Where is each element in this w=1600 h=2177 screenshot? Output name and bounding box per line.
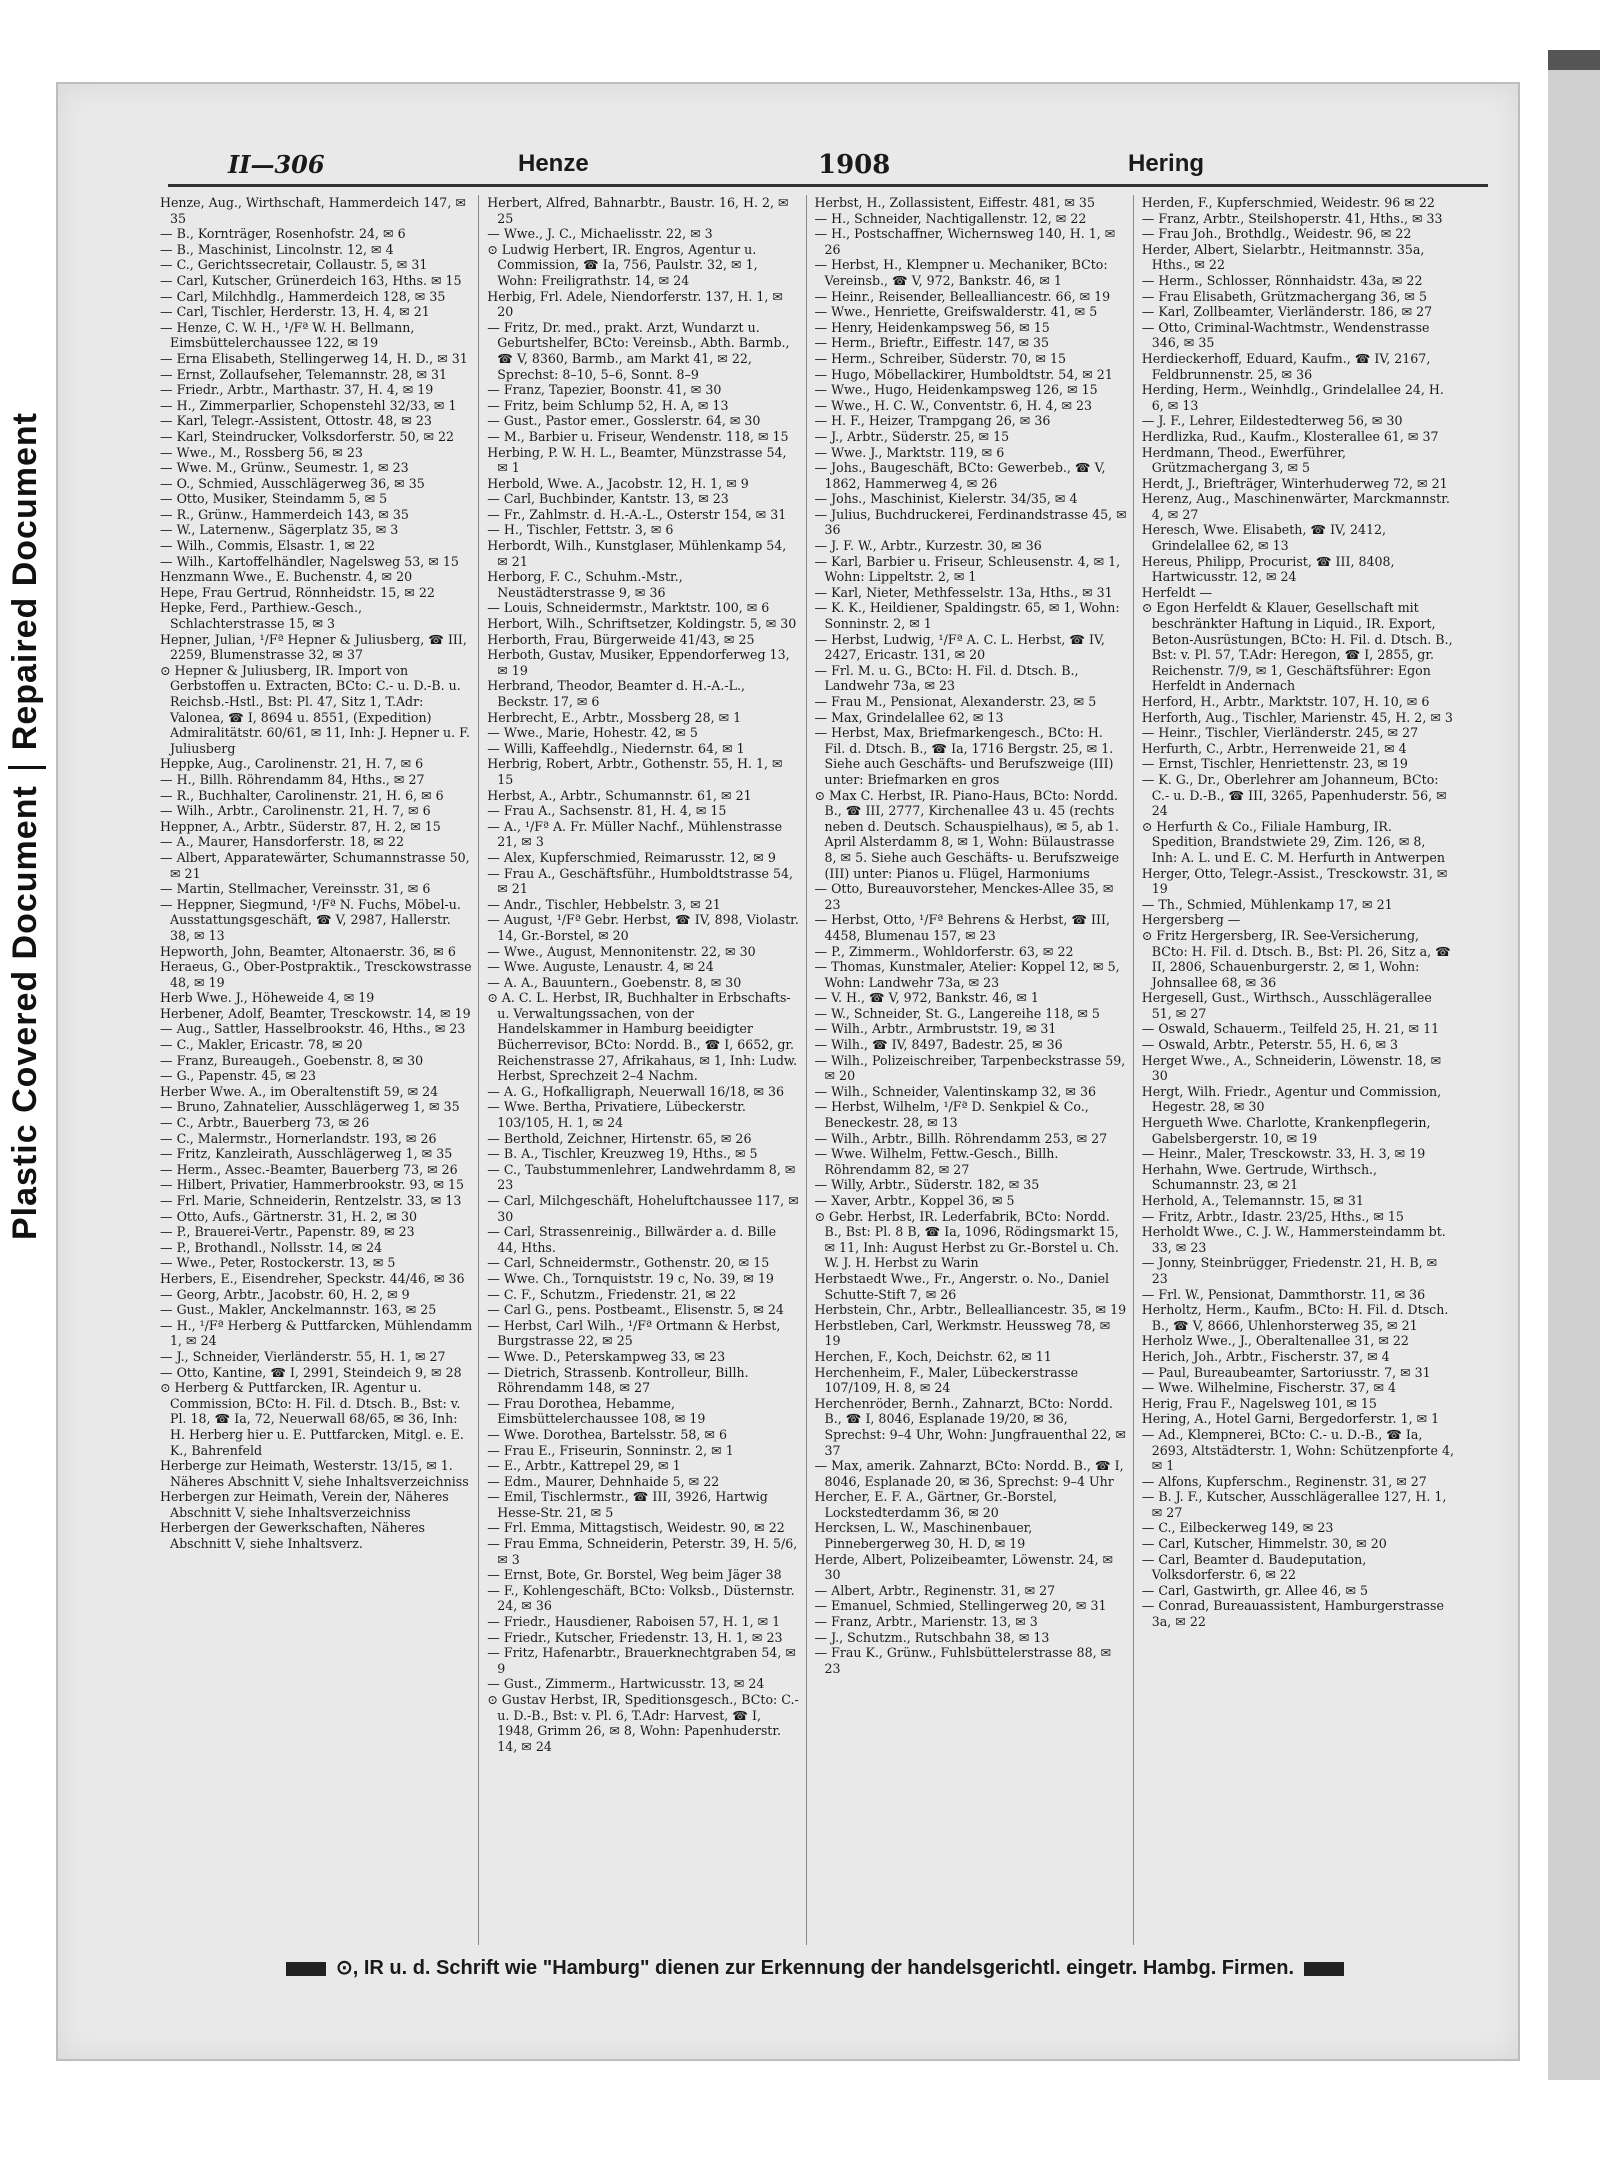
directory-entry: — Wwe., Marie, Hohestr. 42, ✉ 5 [487,725,698,741]
page-header [168,144,1488,187]
directory-entry: — Th., Schmied, Mühlenkamp 17, ✉ 21 [1141,896,1393,912]
directory-entry: — J., Arbtr., Süderstr. 25, ✉ 15 [814,428,1010,444]
directory-entry: Herchenröder, Bernh., Zahnarzt, BCto: Nordd. B., ☎ I, 8046, Esplanade 19/20, ✉ 36, Sprechst: 9–4 Uhr, Wohn: Jungfrauenthal 22, ✉ 37 [814,1395,1126,1458]
directory-entry: Herborth, Frau, Bürgerweide 41/43, ✉ 25 [487,631,755,647]
directory-entry: — Friedr., Kutscher, Friedenstr. 13, H. 1, ✉ 23 [487,1629,783,1645]
directory-entry: — Carl, Milchhdlg., Hammerdeich 128, ✉ 35 [160,288,446,304]
directory-entry: — Jonny, Steinbrügger, Friedenstr. 21, H. B, ✉ 23 [1141,1255,1438,1286]
directory-entry: Heppner, A., Arbtr., Süderstr. 87, H. 2, ✉ 15 [160,818,441,834]
directory-entry: — Karl, Telegr.-Assistent, Ottostr. 48, ✉ 23 [160,413,432,429]
directory-entry: — Wwe., Henriette, Greifswalderstr. 41, ✉ 5 [814,304,1098,320]
binding-top [1548,50,1600,70]
directory-entry: — Frau Emma, Schneiderin, Peterstr. 39, H. 5/6, ✉ 3 [487,1536,798,1567]
directory-entry: — Bruno, Zahnatelier, Ausschlägerweg 1, ✉ 35 [160,1099,460,1115]
directory-entry: — Georg, Arbtr., Jacobstr. 60, H. 2, ✉ 9 [160,1286,410,1302]
directory-entry: — A., ¹/Fª A. Fr. Müller Nachf., Mühlenstrasse 21, ✉ 3 [487,818,783,850]
directory-entry: — Edm., Maurer, Dehnhaide 5, ✉ 22 [487,1473,720,1489]
directory-entry: Herbstaedt Wwe., Fr., Angerstr. o. No., Daniel Schutte-Stift 7, ✉ 26 [814,1270,1110,1302]
directory-entry: — Friedr., Arbtr., Marthastr. 37, H. 4, ✉ 19 [160,382,434,398]
book-binding [1548,50,1600,2080]
directory-entry: Herbrecht, E., Arbtr., Mossberg 28, ✉ 1 [487,709,742,725]
directory-entry: — Frau K., Grünw., Fuhlsbüttelerstrasse 88, ✉ 23 [814,1645,1112,1676]
directory-entry: — Gust., Makler, Anckelmannstr. 163, ✉ 25 [160,1302,437,1318]
directory-entry: Henzmann Wwe., E. Buchenstr. 4, ✉ 20 [160,569,413,585]
directory-entry: Hercksen, L. W., Maschinenbauer, Pinnebergerweg 30, H. D, ✉ 19 [814,1520,1033,1552]
directory-entry: — Wwe. Bertha, Privatiere, Lübeckerstr. 103/105, H. 1, ✉ 24 [487,1099,746,1131]
directory-entry: — Willi, Kaffeehdlg., Niedernstr. 64, ✉ 1 [487,740,745,756]
directory-entry: ⊙ Hepner & Juliusberg, IR. Import von Gerbstoffen u. Extracten, BCto: C.- u. D.-B. u. Reichsb.-Hstl., Bst: Pl. 47, Sitz 1, T.Adr: Valonea, ☎ I, 8694 u. 8551, (Expedition) Admiralitätstr. 60/61, ✉ 11, Inh: J. Hepner u. F. Juliusberg [160,662,470,756]
directory-entry: Hergt, Wilh. Friedr., Agentur und Commission, Hegestr. 28, ✉ 30 [1141,1083,1442,1115]
directory-entry: — H., Schneider, Nachtigallenstr. 12, ✉ 22 [814,210,1087,226]
directory-entry: — P., Brothandl., Nollsstr. 14, ✉ 24 [160,1239,383,1255]
directory-entry: Herbergen zur Heimath, Verein der, Näheres Abschnitt V, siehe Inhaltsverzeichniss [160,1489,449,1520]
directory-entry: — Karl, Barbier u. Friseur, Schleusenstr. 4, ✉ 1, Wohn: Lippeltstr. 2, ✉ 1 [814,553,1121,585]
directory-entry: Herdt, J., Briefträger, Winterhuderweg 72, ✉ 21 [1141,475,1448,491]
directory-entry: — Otto, Kantine, ☎ I, 2991, Steindeich 9, ✉ 28 [160,1364,462,1380]
directory-entry: Herbst, H., Zollassistent, Eiffestr. 481, ✉ 35 [814,195,1095,210]
directory-entry: Hercher, E. F. A., Gärtner, Gr.-Borstel, Lockstedterdamm 36, ✉ 20 [814,1489,1057,1520]
directory-entry: ⊙ Herberg & Puttfarcken, IR. Agentur u. Commission, BCto: H. Fil. d. Dtsch. B., Bst: v. Pl. 18, ☎ Ia, 72, Neuerwall 68/65, ✉ 36, Inh: H. Herberg hier u. E. Puttfarcken, Mitgl. e. E. K., Bahrenfeld [160,1380,464,1458]
directory-entry: — Conrad, Bureauassistent, Hamburgerstrasse 3a, ✉ 22 [1141,1598,1444,1630]
header-year: 1908 [818,150,891,180]
directory-entry: ⊙ Herfurth & Co., Filiale Hamburg, IR. Spedition, Brandstwiete 29, Zim. 126, ✉ 8, Inh: A. L. und E. C. M. Herfurth in Antwerpen [1141,818,1445,865]
directory-entry: — Wwe. Auguste, Lenaustr. 4, ✉ 24 [487,959,714,975]
directory-entry: — Martin, Stellmacher, Vereinsstr. 31, ✉ 6 [160,881,431,897]
directory-entry: Herich, Joh., Arbtr., Fischerstr. 37, ✉ 4 [1141,1348,1390,1364]
directory-entry: — Max, amerik. Zahnarzt, BCto: Nordd. B., ☎ I, 8046, Esplanade 20, ✉ 36, Sprechst: 9–4 Uhr [814,1458,1124,1489]
directory-entry: ⊙ A. C. L. Herbst, IR, Buchhalter in Erbschafts- u. Verwaltungssachen, von der Handelskammer in Hamburg beeidigter Bücherrevisor, BCto: Nordd. B., ☎ I, 6652, gr. Reichenstrasse 27, Afrikahaus, ✉ 1, Inh: Ludw. Herbst, Sprechzeit 2–4 Nachm. [487,990,798,1084]
directory-entry: Herder, Albert, Sielarbtr., Heitmannstr. 35a, Hths., ✉ 22 [1141,241,1425,273]
directory-entry: — W., Laternenw., Sägerplatz 35, ✉ 3 [160,522,399,538]
directory-entry: — Otto, Aufs., Gärtnerstr. 31, H. 2, ✉ 30 [160,1208,417,1224]
directory-entry: Herbort, Wilh., Schriftsetzer, Koldingstr. 5, ✉ 30 [487,616,797,632]
directory-entry: — Carl, Buchbinder, Kantstr. 13, ✉ 23 [487,491,729,507]
column-3 [815,195,1134,1945]
directory-entry: — Herm., Assec.-Beamter, Bauerberg 73, ✉ 26 [160,1161,458,1177]
directory-entry: — Frl. Marie, Schneiderin, Rentzelstr. 33, ✉ 13 [160,1193,462,1208]
directory-entry: Herbing, P. W. H. L., Beamter, Münzstrasse 54, ✉ 1 [487,444,787,476]
directory-entry: Herborg, F. C., Schuhm.-Mstr., Neustädterstrasse 9, ✉ 36 [487,569,683,600]
directory-entry: Herig, Frau F., Nagelsweg 101, ✉ 15 [1141,1395,1377,1411]
directory-entry: Herb Wwe. J., Höheweide 4, ✉ 19 [160,990,375,1006]
directory-entry: — Wilh., Commis, Elsastr. 1, ✉ 22 [160,538,376,554]
directory-entry: — Wilh., ☎ IV, 8497, Badestr. 25, ✉ 36 [814,1037,1063,1053]
directory-entry: Hergueth Wwe. Charlotte, Krankenpflegerin, Gabelsbergerstr. 10, ✉ 19 [1141,1115,1431,1146]
entry-columns [160,195,1460,1945]
directory-entry: — Wwe. Wilhelmine, Fischerstr. 37, ✉ 4 [1141,1380,1397,1396]
directory-entry: — Wwe., Peter, Rostockerstr. 13, ✉ 5 [160,1255,396,1271]
directory-entry: Hepke, Ferd., Parthiew.-Gesch., Schlachterstrasse 15, ✉ 3 [160,600,362,632]
directory-entry: — Gust., Pastor emer., Gosslerstr. 64, ✉ 30 [487,413,761,429]
directory-entry: — Karl, Nieter, Methfesselstr. 13a, Hths., ✉ 31 [814,584,1113,600]
directory-entry: — Fritz, beim Schlump 52, H. A, ✉ 13 [487,397,729,413]
directory-entry: — Wilh., Arbtr., Billh. Röhrendamm 253, ✉ 27 [814,1130,1108,1146]
pointing-hand-icon [1304,1962,1344,1976]
directory-entry: — K. G., Dr., Oberlehrer am Johanneum, BCto: C.- u. D.-B., ☎ III, 3265, Papenhuderstr. 56, ✉ 24 [1141,771,1447,819]
directory-entry: — H., ¹/Fª Herberg & Puttfarcken, Mühlendamm 1, ✉ 24 [160,1317,473,1349]
directory-entry: — Ernst, Tischler, Henriettenstr. 23, ✉ 19 [1141,756,1408,772]
directory-entry: — R., Grünw., Hammerdeich 143, ✉ 35 [160,506,409,522]
directory-entry: — E., Arbtr., Kattrepel 29, ✉ 1 [487,1458,681,1474]
directory-entry: — Franz, Arbtr., Marienstr. 13, ✉ 3 [814,1614,1038,1630]
directory-entry: Herbers, E., Eisendreher, Speckstr. 44/46, ✉ 36 [160,1270,465,1286]
directory-entry: Hereus, Philipp, Procurist, ☎ III, 8408, Hartwicusstr. 12, ✉ 24 [1141,553,1395,585]
directory-entry: — J., Schneider, Vierländerstr. 55, H. 1, ✉ 27 [160,1348,446,1364]
directory-entry: — Berthold, Zeichner, Hirtenstr. 65, ✉ 26 [487,1130,752,1146]
directory-entry: — A. G., Hofkalligraph, Neuerwall 16/18, ✉ 36 [487,1083,785,1099]
directory-entry: — Herbst, H., Klempner u. Mechaniker, BCto: Vereinsb., ☎ V, 972, Bankstr. 46, ✉ 1 [814,257,1108,288]
directory-entry: — Max, Grindelallee 62, ✉ 13 [814,709,1004,725]
directory-entry: — Frau A., Sachsenstr. 81, H. 4, ✉ 15 [487,803,727,819]
directory-entry: — Frl. M. u. G., BCto: H. Fil. d. Dtsch. B., Landwehr 73a, ✉ 23 [814,662,1079,694]
directory-entry: Herding, Herm., Weinhdlg., Grindelallee 24, H. 6, ✉ 13 [1141,382,1444,413]
directory-entry: — Alex, Kupferschmied, Reimarusstr. 12, ✉ 9 [487,849,776,865]
directory-entry: — Herm., Schreiber, Süderstr. 70, ✉ 15 [814,350,1067,366]
directory-entry: — Paul, Bureaubeamter, Sartoriusstr. 7, ✉ 31 [1141,1364,1431,1380]
directory-entry: — Wilh., Arbtr., Armbruststr. 19, ✉ 31 [814,1021,1057,1037]
directory-entry: — Wwe. Ch., Tornquiststr. 19 c, No. 39, ✉ 19 [487,1270,774,1286]
directory-entry: — Herm., Brieftr., Eiffestr. 147, ✉ 35 [814,335,1050,351]
directory-entry: — A., Maurer, Hansdorferstr. 18, ✉ 22 [160,834,404,850]
directory-entry: — V. H., ☎ V, 972, Bankstr. 46, ✉ 1 [814,990,1039,1006]
directory-entry: — Frau Elisabeth, Grützmachergang 36, ✉ 5 [1141,288,1427,304]
directory-entry: Herbordt, Wilh., Kunstglaser, Mühlenkamp 54, ✉ 21 [487,538,787,569]
directory-entry: Herger, Otto, Telegr.-Assist., Tresckowstr. 31, ✉ 19 [1141,865,1448,897]
directory-entry: — Wwe. D., Peterskampweg 33, ✉ 23 [487,1348,726,1364]
directory-entry: Heraeus, G., Ober-Postpraktik., Tresckowstrasse 48, ✉ 19 [160,959,472,990]
directory-entry: — W., Schneider, St. G., Langereihe 118, ✉ 5 [814,1005,1100,1021]
directory-entry: — Dietrich, Strassenb. Kontrolleur, Billh. Röhrendamm 148, ✉ 27 [487,1364,749,1396]
directory-entry: — Thomas, Kunstmaler, Atelier: Koppel 12, ✉ 5, Wohn: Landwehr 73a, ✉ 23 [814,959,1120,990]
directory-entry: Herberge zur Heimath, Westerstr. 13/15, ✉ 1. Näheres Abschnitt V, siehe Inhaltsverzeichniss [160,1458,469,1489]
directory-entry: — Fritz, Kanzleirath, Ausschlägerweg 1, ✉ 35 [160,1146,453,1162]
directory-entry: — Otto, Musiker, Steindamm 5, ✉ 5 [160,491,388,507]
directory-entry: — Aug., Sattler, Hasselbrookstr. 46, Hths., ✉ 23 [160,1021,466,1037]
directory-entry: Herbig, Frl. Adele, Niendorferstr. 137, H. 1, ✉ 20 [487,288,783,320]
side-label [6,140,46,1240]
directory-entry: Hering, A., Hotel Garni, Bergedorferstr. 1, ✉ 1 [1141,1411,1440,1427]
label-separator [8,766,46,769]
directory-entry: — Herbst, Max, Briefmarkengesch., BCto: H. Fil. d. Dtsch. B., ☎ Ia, 1716 Bergstr. 25, ✉ 1. Siehe auch Geschäfts- und Berufszweige (III) unter: Briefmarken en gros [814,725,1114,787]
repaired-label: Repaired Document [6,412,44,751]
directory-entry: — H. F., Heizer, Trampgang 26, ✉ 36 [814,413,1051,429]
directory-entry: — Ernst, Bote, Gr. Borstel, Weg beim Jäger 38 [487,1567,782,1583]
directory-entry: — P., Zimmerm., Wohldorferstr. 63, ✉ 22 [814,943,1074,959]
directory-entry: ⊙ Max C. Herbst, IR. Piano-Haus, BCto: Nordd. B., ☎ III, 2777, Kirchenallee 43 u. 45 (rechts neben d. Deutsch. Schauspielhaus), ✉ 5, ab 1. April Alsterdamm 8, ✉ 1, Wohn: Bülaustrasse 8, ✉ 5. Siehe auch Geschäfts- u. Berufszweige (III) unter: Pianos u. Flügel, Harmoniums [814,787,1120,881]
directory-entry: — Wwe. J., Marktstr. 119, ✉ 6 [814,444,1005,460]
directory-entry: — B. J. F., Kutscher, Ausschlägerallee 127, H. 1, ✉ 27 [1141,1489,1447,1520]
directory-entry: — Carl, Kutscher, Grünerdeich 163, Hths. ✉ 15 [160,272,462,288]
directory-entry: — Wilh., Arbtr., Carolinenstr. 21, H. 7, ✉ 6 [160,803,431,819]
directory-entry: — Johs., Baugeschäft, BCto: Gewerbeb., ☎ V, 1862, Hammerweg 4, ✉ 26 [814,460,1106,491]
directory-entry: ⊙ Gebr. Herbst, IR. Lederfabrik, BCto: Nordd. B., Bst: Pl. 8 B, ☎ Ia, 1096, Rödingsmarkt 15, ✉ 11, Inh: August Herbst zu Gr.-Borstel u. Ch. W. J. H. Herbst zu Warin [814,1208,1119,1271]
directory-entry: — Franz, Bureaugeh., Goebenstr. 8, ✉ 30 [160,1052,424,1068]
directory-entry: — Wilh., Schneider, Valentinskamp 32, ✉ 36 [814,1083,1096,1099]
directory-entry: — Friedr., Hausdiener, Raboisen 57, H. 1, ✉ 1 [487,1614,781,1630]
directory-entry: — Wwe., M., Rossberg 56, ✉ 23 [160,444,363,460]
directory-entry: — Albert, Apparatewärter, Schumannstrasse 50, ✉ 21 [160,849,470,881]
directory-entry: Hepworth, John, Beamter, Altonaerstr. 36, ✉ 6 [160,943,456,959]
directory-entry: Herdmann, Theod., Ewerführer, Grützmachergang 3, ✉ 5 [1141,444,1347,476]
directory-entry: — Ernst, Zollaufseher, Telemannstr. 28, ✉ 31 [160,366,448,382]
directory-entry: — Heppner, Siegmund, ¹/Fª N. Fuchs, Möbel-u. Ausstattungsgeschäft, ☎ V, 2987, Hallerstr. 38, ✉ 13 [160,896,461,943]
directory-entry: — H., Zimmerparlier, Schopenstehl 32/33, ✉ 1 [160,397,457,413]
directory-entry: — Ad., Klempnerei, BCto: C.- u. D.-B., ☎ Ia, 2693, Altstädterstr. 1, Wohn: Schützenpforte 4, ✉ 1 [1141,1426,1454,1474]
directory-entry: — Otto, Bureauvorsteher, Menckes-Allee 35, ✉ 23 [814,881,1114,912]
directory-entry: — Frl. Emma, Mittagstisch, Weidestr. 90, ✉ 22 [487,1520,785,1536]
directory-entry: Herfeldt — [1141,584,1213,600]
directory-entry: Herenz, Aug., Maschinenwärter, Marckmannstr. 4, ✉ 27 [1141,491,1450,522]
directory-entry: — Herbst, Wilhelm, ¹/Fª D. Senkpiel & Co., Beneckestr. 28, ✉ 13 [814,1099,1089,1131]
directory-entry: Herbrand, Theodor, Beamter d. H.-A.-L., Beckstr. 17, ✉ 6 [487,678,746,709]
directory-entry: Herde, Albert, Polizeibeamter, Löwenstr. 24, ✉ 30 [814,1551,1114,1583]
directory-entry: — Frl. W., Pensionat, Dammthorstr. 11, ✉ 36 [1141,1286,1426,1302]
directory-entry: — Franz, Arbtr., Steilshoperstr. 41, Hths., ✉ 33 [1141,210,1443,226]
directory-entry: — August, ¹/Fª Gebr. Herbst, ☎ IV, 898, Violastr. 14, Gr.-Borstel, ✉ 20 [487,912,799,943]
directory-entry: — Herbst, Ludwig, ¹/Fª A. C. L. Herbst, ☎ IV, 2427, Ericastr. 131, ✉ 20 [814,631,1105,663]
directory-entry: Heresch, Wwe. Elisabeth, ☎ IV, 2412, Grindelallee 62, ✉ 13 [1141,522,1387,554]
directory-entry: — Karl, Steindrucker, Volksdorferstr. 50, ✉ 22 [160,428,455,444]
directory-entry: — C. F., Schutzm., Friedenstr. 21, ✉ 22 [487,1286,737,1302]
directory-entry: — J. F. W., Arbtr., Kurzestr. 30, ✉ 36 [814,538,1042,554]
directory-entry: — Frau A., Geschäftsführ., Humboldtstrasse 54, ✉ 21 [487,865,793,897]
column-2 [487,195,806,1945]
directory-entry: — Wwe., August, Mennonitenstr. 22, ✉ 30 [487,943,756,959]
directory-entry: Herdieckerhoff, Eduard, Kaufm., ☎ IV, 2167, Feldbrunnenstr. 25, ✉ 36 [1141,350,1431,382]
directory-entry: — Hilbert, Privatier, Hammerbrookstr. 93, ✉ 15 [160,1177,465,1193]
directory-entry: — R., Buchhalter, Carolinenstr. 21, H. 6, ✉ 6 [160,787,444,803]
directory-entry: Herforth, Aug., Tischler, Marienstr. 45, H. 2, ✉ 3 [1141,709,1453,725]
directory-entry: — P., Brauerei-Vertr., Papenstr. 89, ✉ 23 [160,1224,415,1240]
pointing-hand-icon [286,1962,326,1976]
directory-entry: — Gust., Zimmerm., Hartwicusstr. 13, ✉ 24 [487,1676,765,1692]
directory-entry: — Otto, Criminal-Wachtmstr., Wendenstrasse 346, ✉ 35 [1141,319,1430,351]
plastic-covered-label: Plastic Covered Document [6,785,44,1240]
directory-entry: — Heinr., Reisender, Bellealliancestr. 66, ✉ 19 [814,288,1111,304]
directory-entry: Herchen, F., Koch, Deichstr. 62, ✉ 11 [814,1348,1052,1364]
directory-entry: — C., Eilbeckerweg 149, ✉ 23 [1141,1520,1334,1536]
directory-entry: — B., Maschinist, Lincolnstr. 12, ✉ 4 [160,241,394,257]
directory-entry: — H., Tischler, Fettstr. 3, ✉ 6 [487,522,674,538]
directory-entry: Herget Wwe., A., Schneiderin, Löwenstr. 18, ✉ 30 [1141,1052,1442,1084]
directory-entry: — Fritz, Arbtr., Idastr. 23/25, Hths., ✉ 15 [1141,1208,1404,1224]
directory-entry: — Oswald, Arbtr., Peterstr. 55, H. 6, ✉ 3 [1141,1037,1399,1053]
directory-entry: — Carl, Schneidermstr., Gothenstr. 20, ✉ 15 [487,1255,770,1271]
footer-text: ⊙, IR u. d. Schrift wie "Hamburg" dienen zur Erkennung der handelsgerichtl. eingetr. Hambg. Firmen. [335,1957,1295,1979]
directory-entry: — Herm., Schlosser, Rönnhaidstr. 43a, ✉ 22 [1141,272,1423,288]
directory-entry: — Herbst, Otto, ¹/Fª Behrens & Herbst, ☎ III, 4458, Blumenau 157, ✉ 23 [814,912,1110,943]
directory-entry: — Wilh., Polizeischreiber, Tarpenbeckstrasse 59, ✉ 20 [814,1052,1126,1084]
directory-entry: Herholtz, Herm., Kaufm., BCto: H. Fil. d. Dtsch. B., ☎ V, 8666, Uhlenhorsterweg 35, ✉ 21 [1141,1302,1449,1333]
header-left-keyword: Henze [518,150,589,177]
directory-entry: Hergesell, Gust., Wirthsch., Ausschlägerallee 51, ✉ 27 [1141,990,1432,1021]
directory-entry: — Oswald, Schauerm., Teilfeld 25, H. 21, ✉ 11 [1141,1021,1440,1037]
directory-entry: Hepe, Frau Gertrud, Rönnheidstr. 15, ✉ 22 [160,584,435,600]
directory-entry: — Albert, Arbtr., Reginenstr. 31, ✉ 27 [814,1582,1056,1598]
directory-entry: — Carl, Strassenreinig., Billwärder a. d. Bille 44, Hths. [487,1224,777,1255]
directory-entry: Hepner, Julian, ¹/Fª Hepner & Juliusberg, ☎ III, 2259, Blumenstrasse 32, ✉ 37 [160,631,467,663]
directory-entry: — Frau E., Friseurin, Sonninstr. 2, ✉ 1 [487,1442,734,1458]
directory-entry: — H., Postschaffner, Wichernsweg 140, H. 1, ✉ 26 [814,226,1116,257]
directory-entry: — Wwe., Hugo, Heidenkampsweg 126, ✉ 15 [814,382,1098,398]
directory-entry: — C., Malermstr., Hornerlandstr. 193, ✉ 26 [160,1130,437,1146]
side-strip [0,0,50,2177]
directory-entry: Herhahn, Wwe. Gertrude, Wirthsch., Schumannstr. 23, ✉ 21 [1141,1161,1378,1193]
directory-entry: Herbert, Alfred, Bahnarbtr., Baustr. 16, H. 2, ✉ 25 [487,195,789,226]
directory-entry: — Carl, Beamter d. Baudeputation, Volksdorferstr. 6, ✉ 22 [1141,1551,1367,1583]
directory-entry: — C., Taubstummenlehrer, Landwehrdamm 8, ✉ 23 [487,1161,796,1193]
directory-entry: — Hugo, Möbellackirer, Humboldtstr. 54, ✉ 21 [814,366,1113,382]
directory-entry: — Emanuel, Schmied, Stellingerweg 20, ✉ 31 [814,1598,1107,1614]
directory-entry: ⊙ Ludwig Herbert, IR. Engros, Agentur u. Commission, ☎ Ia, 756, Paulstr. 32, ✉ 1, Wohn: Freiligrathstr. 14, ✉ 24 [487,241,758,288]
directory-entry: — Fr., Zahlmstr. d. H.-A.-L., Osterstr 154, ✉ 31 [487,506,787,522]
directory-entry: Herbold, Wwe. A., Jacobstr. 12, H. 1, ✉ 9 [487,475,749,491]
directory-entry: — Wwe. Wilhelm, Fettw.-Gesch., Billh. Röhrendamm 82, ✉ 27 [814,1146,1059,1177]
directory-entry: — Fritz, Hafenarbtr., Brauerknechtgraben 54, ✉ 9 [487,1645,796,1676]
directory-entry: Herford, H., Arbtr., Marktstr. 107, H. 10, ✉ 6 [1141,694,1430,709]
directory-entry: Herboth, Gustav, Musiker, Eppendorferweg 13, ✉ 19 [487,647,790,678]
directory-entry: — Wilh., Kartoffelhändler, Nagelsweg 53, ✉ 15 [160,553,459,569]
directory-entry: — C., Arbtr., Bauerberg 73, ✉ 26 [160,1115,370,1131]
directory-entry: — Fritz, Dr. med., prakt. Arzt, Wundarzt u. Geburtshelfer, BCto: Vereinsb., Abth. Barmb., ☎ V, 8360, Barmb., am Markt 41, ✉ 22, Sprechst: 8–10, 5–6, Sonnt. 8–9 [487,319,790,382]
directory-entry: — Willy, Arbtr., Süderstr. 182, ✉ 35 [814,1177,1040,1193]
directory-entry: — M., Barbier u. Friseur, Wendenstr. 118, ✉ 15 [487,428,789,444]
directory-entry: Henze, Aug., Wirthschaft, Hammerdeich 147, ✉ 35 [160,195,466,226]
directory-entry: — Emil, Tischlermstr., ☎ III, 3926, Hartwig Hesse-Str. 21, ✉ 5 [487,1489,768,1520]
directory-entry: — Herbst, Carl Wilh., ¹/Fª Ortmann & Herbst, Burgstrasse 22, ✉ 25 [487,1317,781,1349]
directory-entry: Herbrig, Robert, Arbtr., Gothenstr. 55, H. 1, ✉ 15 [487,756,783,787]
page-number: II—306 [228,150,325,179]
directory-entry: Herbener, Adolf, Beamter, Tresckowstr. 14, ✉ 19 [160,1005,471,1021]
header-right-keyword: Hering [1128,150,1205,177]
directory-entry: — A. A., Bauuntern., Goebenstr. 8, ✉ 30 [487,974,742,990]
directory-entry: — Heinr., Tischler, Vierländerstr. 245, ✉ 27 [1141,725,1419,741]
directory-entry: — Franz, Tapezier, Boonstr. 41, ✉ 30 [487,382,722,398]
directory-entry: — Johs., Maschinist, Kielerstr. 34/35, ✉ 4 [814,491,1078,507]
directory-entry: — Wwe. M., Grünw., Seumestr. 1, ✉ 23 [160,460,409,476]
directory-entry: Herbergen der Gewerkschaften, Näheres Abschnitt V, siehe Inhaltsverz. [160,1520,426,1552]
directory-entry: — Carl, Gastwirth, gr. Allee 46, ✉ 5 [1141,1582,1369,1598]
directory-entry: — Carl G., pens. Postbeamt., Elisenstr. 5, ✉ 24 [487,1302,784,1318]
directory-entry: — Alfons, Kupferschm., Reginenstr. 31, ✉ 27 [1141,1473,1427,1489]
directory-entry: — G., Papenstr. 45, ✉ 23 [160,1068,317,1084]
directory-entry: — C., Gerichtssecretair, Collaustr. 5, ✉ 31 [160,257,428,273]
directory-entry: — Wwe., J. C., Michaelisstr. 22, ✉ 3 [487,226,713,242]
page-footer [190,1955,1440,1980]
directory-entry: Heppke, Aug., Carolinenstr. 21, H. 7, ✉ 6 [160,756,424,772]
directory-entry: — Karl, Zollbeamter, Vierländerstr. 186, ✉ 27 [1141,304,1433,320]
directory-entry: Herchenheim, F., Maler, Lübeckerstrasse 107/109, H. 8, ✉ 24 [814,1364,1079,1396]
directory-entry: — C., Makler, Ericastr. 78, ✉ 20 [160,1037,363,1053]
directory-entry: — Carl, Milchgeschäft, Hoheluftchaussee 117, ✉ 30 [487,1193,799,1224]
directory-entry: Herbstleben, Carl, Werkmstr. Heussweg 78, ✉ 19 [814,1317,1111,1349]
directory-entry: — Erna Elisabeth, Stellingerweg 14, H. D., ✉ 31 [160,350,468,366]
directory-entry: — Julius, Buchdruckerei, Ferdinandstrasse 45, ✉ 36 [814,506,1127,538]
directory-entry: ⊙ Gustav Herbst, IR, Speditionsgesch., BCto: C.- u. D.-B., Bst: v. Pl. 6, T.Adr: Harvest, ☎ I, 1948, Grimm 26, ✉ 8, Wohn: Papenhuderstr. 14, ✉ 24 [487,1692,799,1754]
directory-entry: Hergersberg — [1141,912,1241,928]
directory-entry: — Frau M., Pensionat, Alexanderstr. 23, ✉ 5 [814,694,1097,709]
directory-entry: ⊙ Fritz Hergersberg, IR. See-Versicherung, BCto: H. Fil. d. Dtsch. B., Bst: Pl. 26, Sitz a, ☎ II, 2806, Schauenburgerstr. 2, ✉ 1, Wohn: Johnsallee 68, ✉ 36 [1141,927,1451,990]
directory-entry: — Xaver, Arbtr., Koppel 36, ✉ 5 [814,1193,1015,1208]
column-1 [160,195,479,1945]
directory-entry: Herden, F., Kupferschmied, Weidestr. 96 ✉ 22 [1141,195,1435,210]
directory-entry: — J. F., Lehrer, Eildestedterweg 56, ✉ 30 [1141,413,1403,429]
column-4 [1142,195,1460,1945]
directory-entry: — J., Schutzm., Rutschbahn 38, ✉ 13 [814,1629,1050,1645]
directory-entry: — Frau Dorothea, Hebamme, Eimsbüttelerchaussee 108, ✉ 19 [487,1395,706,1427]
directory-entry: ⊙ Egon Herfeldt & Klauer, Gesellschaft mit beschränkter Haftung in Liquid., IR. Export, Beton-Ausrüstungen, BCto: H. Fil. d. Dtsch. B., Bst: v. Pl. 57, T.Adr: Heregon, ☎ I, 2855, gr. Reichenstr. 7/9, ✉ 1, Geschäftsführer: Egon Herfeldt in Andernach [1141,600,1453,694]
directory-entry: Herbstein, Chr., Arbtr., Bellealliancestr. 35, ✉ 19 [814,1302,1127,1318]
directory-entry: Herber Wwe. A., im Oberaltenstift 59, ✉ 24 [160,1083,439,1099]
directory-entry: — O., Schmied, Ausschlägerweg 36, ✉ 35 [160,475,425,491]
directory-entry: — Carl, Kutscher, Himmelstr. 30, ✉ 20 [1141,1536,1387,1552]
directory-entry: Herfurth, C., Arbtr., Herrenweide 21, ✉ 4 [1141,740,1407,756]
directory-entry: Herhold, A., Telemannstr. 15, ✉ 31 [1141,1193,1364,1208]
directory-entry: Herdlizka, Rud., Kaufm., Klosterallee 61, ✉ 37 [1141,428,1439,444]
directory-entry: — K. K., Heildiener, Spaldingstr. 65, ✉ 1, Wohn: Sonninstr. 2, ✉ 1 [814,600,1120,632]
directory-entry: — Henry, Heidenkampsweg 56, ✉ 15 [814,319,1050,335]
directory-entry: — Wwe., H. C. W., Conventstr. 6, H. 4, ✉ 23 [814,397,1093,413]
directory-entry: — B., Kornträger, Rosenhofstr. 24, ✉ 6 [160,226,406,242]
directory-entry: — Frau Joh., Brothdlg., Weidestr. 96, ✉ 22 [1141,226,1412,242]
directory-entry: — F., Kohlengeschäft, BCto: Volksb., Düsternstr. 24, ✉ 36 [487,1582,795,1614]
directory-entry: — H., Billh. Röhrendamm 84, Hths., ✉ 27 [160,771,425,787]
directory-entry: Herbst, A., Arbtr., Schumannstr. 61, ✉ 21 [487,787,752,803]
directory-entry: — Louis, Schneidermstr., Marktstr. 100, ✉ 6 [487,600,770,616]
directory-entry: Herholdt Wwe., C. J. W., Hammersteindamm bt. 33, ✉ 23 [1141,1224,1446,1255]
directory-entry: Herholz Wwe., J., Oberaltenallee 31, ✉ 22 [1141,1333,1409,1349]
directory-entry: — B. A., Tischler, Kreuzweg 19, Hths., ✉ 5 [487,1146,758,1162]
directory-entry: — Andr., Tischler, Hebbelstr. 3, ✉ 21 [487,896,721,912]
directory-entry: — Carl, Tischler, Herderstr. 13, H. 4, ✉ 21 [160,304,430,320]
directory-entry: — Henze, C. W. H., ¹/Fª W. H. Bellmann, Eimsbüttelerchaussee 122, ✉ 19 [160,319,415,351]
directory-entry: — Wwe. Dorothea, Bartelsstr. 58, ✉ 6 [487,1426,728,1442]
directory-entry: — Heinr., Maler, Tresckowstr. 33, H. 3, ✉ 19 [1141,1146,1426,1162]
